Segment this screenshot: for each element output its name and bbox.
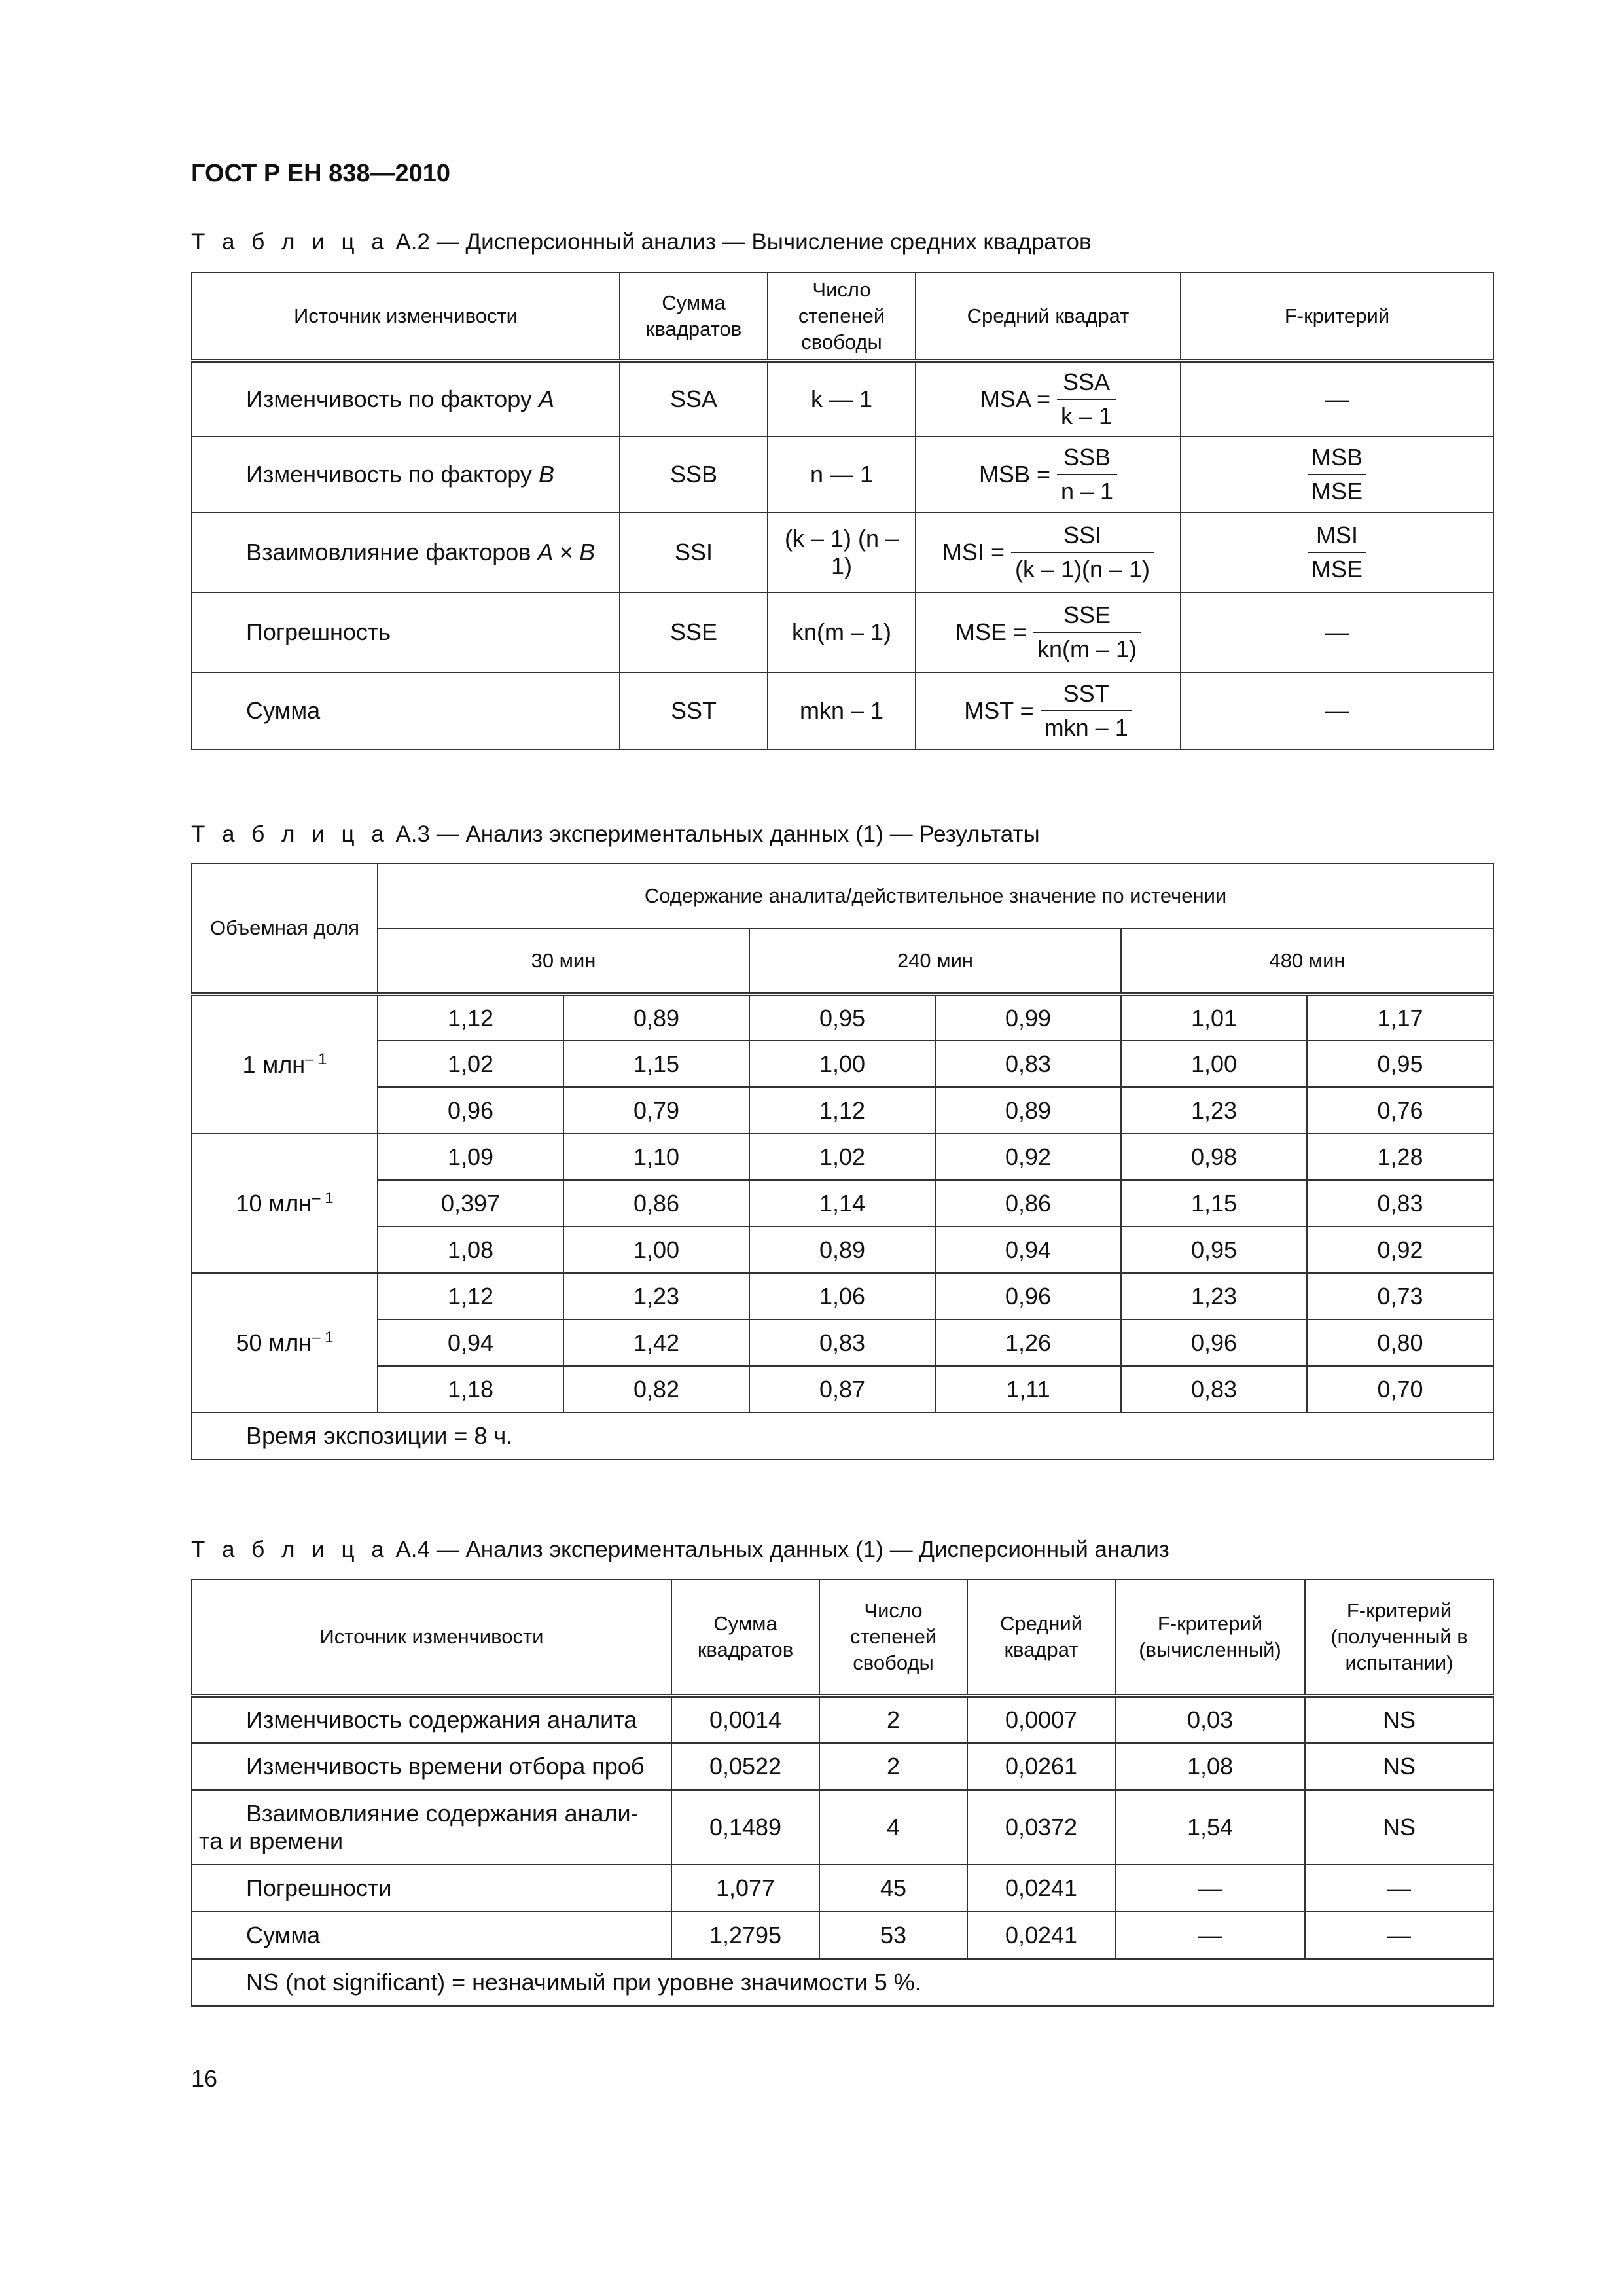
f-criterion-cell (1181, 592, 1493, 672)
table-row (192, 1087, 1493, 1134)
denominator: n – 1 (1060, 478, 1114, 505)
value-cell: 0,95 (1121, 1227, 1307, 1273)
table-a4 (191, 1579, 1494, 2007)
value-cell: 1,2795 (671, 1912, 819, 1959)
value-cell: 1,02 (749, 1134, 935, 1180)
value-cell: 1,077 (671, 1865, 819, 1912)
value-cell: 0,397 (378, 1180, 563, 1227)
fraction (1308, 441, 1366, 508)
value-cell: 0,89 (563, 994, 749, 1041)
value-cell: 1,10 (563, 1134, 749, 1180)
column-header: Число степеней свободы (819, 1579, 967, 1696)
fraction-exponent: – 1 (312, 1189, 334, 1207)
fraction-label: 10 млн (236, 1190, 312, 1217)
time-header: 30 мин (378, 929, 749, 994)
fraction-exponent: – 1 (312, 1329, 334, 1346)
table-a2-caption (191, 229, 1092, 255)
value-cell: 45 (819, 1865, 967, 1912)
value-cell: 0,92 (935, 1134, 1121, 1180)
f-criterion-cell (1181, 437, 1493, 512)
value-cell: 1,28 (1307, 1134, 1493, 1180)
table-row (192, 994, 1493, 1041)
table-row (192, 1790, 1493, 1865)
source-cell: Погрешности (192, 1865, 671, 1912)
table-row (192, 361, 1493, 437)
table-row (192, 1366, 1493, 1412)
table-a3-caption (191, 821, 1040, 848)
table-a4-body (192, 1696, 1493, 2006)
degrees-freedom-cell: (k – 1) (n – 1) (768, 512, 916, 592)
mean-square-cell (916, 592, 1181, 672)
value-cell: NS (1305, 1790, 1493, 1865)
fraction (1041, 677, 1132, 744)
value-cell: — (1305, 1865, 1493, 1912)
value-cell: 0,0261 (967, 1743, 1115, 1790)
fraction (1057, 366, 1116, 433)
table-note: Время экспозиции = 8 ч. (192, 1412, 1493, 1460)
denominator: MSE (1311, 478, 1363, 505)
table-row (192, 437, 1493, 512)
value-cell: 1,15 (563, 1041, 749, 1087)
source-variable: B (538, 461, 554, 488)
table-a4-caption (191, 1537, 1169, 1563)
table-a2 (191, 272, 1494, 750)
value-cell: 0,83 (749, 1319, 935, 1366)
value-cell: 0,89 (935, 1087, 1121, 1134)
column-header: Средний квадрат (967, 1579, 1115, 1696)
f-criterion-cell (1181, 672, 1493, 749)
value-cell: 1,18 (378, 1366, 563, 1412)
value-cell: 1,23 (563, 1273, 749, 1319)
column-header: F-критерий (полученный в испытании) (1305, 1579, 1493, 1696)
denominator: (k – 1)(n – 1) (1014, 556, 1150, 583)
value-cell: 0,03 (1115, 1696, 1305, 1743)
fraction (1057, 441, 1117, 508)
source-cell (192, 361, 620, 437)
table-row (192, 1041, 1493, 1087)
fraction-cell (192, 1134, 378, 1273)
value-cell: 0,87 (749, 1366, 935, 1412)
degrees-freedom-cell: k — 1 (768, 361, 916, 437)
caption-prefix: Т а б л и ц а (191, 821, 389, 847)
value-cell: 0,99 (935, 994, 1121, 1041)
time-header: 480 мин (1121, 929, 1493, 994)
column-header: Источник изменчивости (192, 1579, 671, 1696)
value-cell: — (1115, 1865, 1305, 1912)
source-cell (192, 512, 620, 592)
value-cell: 1,09 (378, 1134, 563, 1180)
degrees-freedom-cell: mkn – 1 (768, 672, 916, 749)
column-header: Источник изменчивости (192, 272, 620, 361)
mean-square-label: MSI = (942, 539, 1005, 565)
mean-square-cell (916, 361, 1181, 437)
value-cell: 0,86 (563, 1180, 749, 1227)
table-a2-body (192, 361, 1493, 749)
value-cell: 1,12 (378, 1273, 563, 1319)
denominator: k – 1 (1061, 403, 1113, 429)
note-row (192, 1412, 1493, 1460)
value-cell: 0,96 (935, 1273, 1121, 1319)
value-cell: 2 (819, 1743, 967, 1790)
fraction (1011, 519, 1154, 586)
source-cell (192, 592, 620, 672)
column-header: Число степеней свободы (768, 272, 916, 361)
table-row (192, 592, 1493, 672)
fraction-cell (192, 1273, 378, 1412)
value-cell: — (1305, 1912, 1493, 1959)
value-cell: 0,80 (1307, 1319, 1493, 1366)
value-cell: 1,11 (935, 1366, 1121, 1412)
f-criterion-value: — (1325, 697, 1349, 724)
value-cell: 0,0241 (967, 1865, 1115, 1912)
denominator: mkn – 1 (1044, 714, 1128, 741)
value-cell: 1,02 (378, 1041, 563, 1087)
value-cell: 1,26 (935, 1319, 1121, 1366)
value-cell: 1,14 (749, 1180, 935, 1227)
value-cell: 0,82 (563, 1366, 749, 1412)
fraction-cell (192, 994, 378, 1134)
document-code: ГОСТ Р ЕН 838—2010 (191, 160, 451, 187)
source-text: Сумма (246, 697, 321, 724)
value-cell: NS (1305, 1696, 1493, 1743)
source-cell (192, 672, 620, 749)
fraction (1033, 599, 1141, 666)
note-row (192, 1959, 1493, 2006)
value-cell: NS (1305, 1743, 1493, 1790)
degrees-freedom-cell: kn(m – 1) (768, 592, 916, 672)
source-text: Изменчивость по фактору (246, 461, 539, 488)
value-cell: 0,83 (1121, 1366, 1307, 1412)
sum-squares-cell: SSI (620, 512, 768, 592)
value-cell: — (1115, 1912, 1305, 1959)
denominator: MSE (1311, 556, 1363, 583)
source-text: Погрешность (246, 619, 391, 645)
value-cell: 1,12 (378, 994, 563, 1041)
numerator: SSB (1057, 441, 1117, 475)
numerator: SST (1041, 677, 1132, 711)
numerator: SSE (1033, 599, 1141, 633)
degrees-freedom-cell: n — 1 (768, 437, 916, 512)
value-cell: 0,73 (1307, 1273, 1493, 1319)
numerator: MSI (1308, 519, 1366, 553)
table-row (192, 1273, 1493, 1319)
column-header: Сумма квадратов (671, 1579, 819, 1696)
source-cell: Взаимовлияние содержания анали- та и времени (192, 1790, 671, 1865)
table-row (192, 1180, 1493, 1227)
column-header: F-критерий (вычисленный) (1115, 1579, 1305, 1696)
value-cell: 53 (819, 1912, 967, 1959)
group-header: Содержание аналита/действительное значение по истечении (378, 863, 1493, 929)
time-header: 240 мин (749, 929, 1121, 994)
value-cell: 0,94 (378, 1319, 563, 1366)
f-criterion-value: — (1325, 619, 1349, 645)
value-cell: 1,06 (749, 1273, 935, 1319)
value-cell: 0,0522 (671, 1743, 819, 1790)
value-cell: 0,95 (1307, 1041, 1493, 1087)
table-a3 (191, 863, 1494, 1460)
value-cell: 1,00 (749, 1041, 935, 1087)
caption-text: А.4 — Анализ экспериментальных данных (1) — Дисперсионный анализ (389, 1537, 1169, 1562)
value-cell: 1,08 (378, 1227, 563, 1273)
table-row (192, 1865, 1493, 1912)
caption-prefix: Т а б л и ц а (191, 1537, 389, 1562)
caption-prefix: Т а б л и ц а (191, 229, 389, 255)
mean-square-cell (916, 437, 1181, 512)
source-variable: A (538, 386, 554, 412)
table-row (192, 1227, 1493, 1273)
source-cell: Сумма (192, 1912, 671, 1959)
value-cell: 1,15 (1121, 1180, 1307, 1227)
value-cell: 0,94 (935, 1227, 1121, 1273)
value-cell: 0,76 (1307, 1087, 1493, 1134)
column-header: F-критерий (1181, 272, 1493, 361)
value-cell: 1,23 (1121, 1273, 1307, 1319)
mean-square-label: MSB = (978, 461, 1050, 488)
sum-squares-cell: SSE (620, 592, 768, 672)
sum-squares-cell: SST (620, 672, 768, 749)
source-variable: A × B (537, 539, 596, 565)
value-cell: 1,17 (1307, 994, 1493, 1041)
value-cell: 1,23 (1121, 1087, 1307, 1134)
value-cell: 0,96 (1121, 1319, 1307, 1366)
f-criterion-value: — (1325, 386, 1349, 412)
value-cell: 1,00 (1121, 1041, 1307, 1087)
numerator: MSB (1308, 441, 1366, 475)
sum-squares-cell: SSA (620, 361, 768, 437)
value-cell: 0,79 (563, 1087, 749, 1134)
value-cell: 0,96 (378, 1087, 563, 1134)
value-cell: 1,01 (1121, 994, 1307, 1041)
mean-square-label: MSA = (980, 386, 1050, 412)
column-header: Сумма квадратов (620, 272, 768, 361)
column-header: Средний квадрат (916, 272, 1181, 361)
numerator: SSI (1011, 519, 1154, 553)
value-cell: 0,89 (749, 1227, 935, 1273)
value-cell: 2 (819, 1696, 967, 1743)
denominator: kn(m – 1) (1037, 636, 1137, 662)
source-cell: Изменчивость времени отбора проб (192, 1743, 671, 1790)
table-row (192, 1912, 1493, 1959)
fraction-label: 1 млн (242, 1051, 306, 1078)
value-cell: 1,54 (1115, 1790, 1305, 1865)
value-cell: 1,42 (563, 1319, 749, 1366)
value-cell: 0,0372 (967, 1790, 1115, 1865)
table-a3-body (192, 994, 1493, 1460)
value-cell: 1,08 (1115, 1743, 1305, 1790)
table-row (192, 1743, 1493, 1790)
value-cell: 1,12 (749, 1087, 935, 1134)
value-cell: 0,92 (1307, 1227, 1493, 1273)
source-text: Изменчивость по фактору (246, 386, 539, 412)
mean-square-label: MST = (964, 697, 1034, 724)
mean-square-label: MSE = (955, 619, 1027, 645)
fraction (1308, 519, 1366, 586)
sum-squares-cell: SSB (620, 437, 768, 512)
value-cell: 1,00 (563, 1227, 749, 1273)
value-cell: 0,98 (1121, 1134, 1307, 1180)
value-cell: 0,1489 (671, 1790, 819, 1865)
fraction-exponent: – 1 (305, 1050, 327, 1068)
caption-text: А.2 — Дисперсионный анализ — Вычисление средних квадратов (389, 229, 1092, 255)
source-cell: Изменчивость содержания аналита (192, 1696, 671, 1743)
value-cell: 0,0241 (967, 1912, 1115, 1959)
table-row (192, 1134, 1493, 1180)
f-criterion-cell (1181, 361, 1493, 437)
value-cell: 4 (819, 1790, 967, 1865)
value-cell: 0,0014 (671, 1696, 819, 1743)
value-cell: 0,0007 (967, 1696, 1115, 1743)
mean-square-cell (916, 672, 1181, 749)
value-cell: 0,83 (935, 1041, 1121, 1087)
f-criterion-cell (1181, 512, 1493, 592)
table-note: NS (not significant) = незначимый при уровне значимости 5 %. (192, 1959, 1493, 2006)
table-row (192, 672, 1493, 749)
table-row (192, 1696, 1493, 1743)
value-cell: 0,83 (1307, 1180, 1493, 1227)
numerator: SSA (1057, 366, 1116, 400)
source-text: Взаимовлияние факторов (246, 539, 538, 565)
table-row (192, 1319, 1493, 1366)
fraction-header: Объемная доля (192, 863, 378, 994)
value-cell: 0,95 (749, 994, 935, 1041)
value-cell: 0,86 (935, 1180, 1121, 1227)
caption-text: А.3 — Анализ экспериментальных данных (1) — Результаты (389, 821, 1040, 847)
table-row (192, 512, 1493, 592)
page-number: 16 (191, 2065, 218, 2092)
value-cell: 0,70 (1307, 1366, 1493, 1412)
mean-square-cell (916, 512, 1181, 592)
source-cell (192, 437, 620, 512)
fraction-label: 50 млн (236, 1329, 312, 1356)
